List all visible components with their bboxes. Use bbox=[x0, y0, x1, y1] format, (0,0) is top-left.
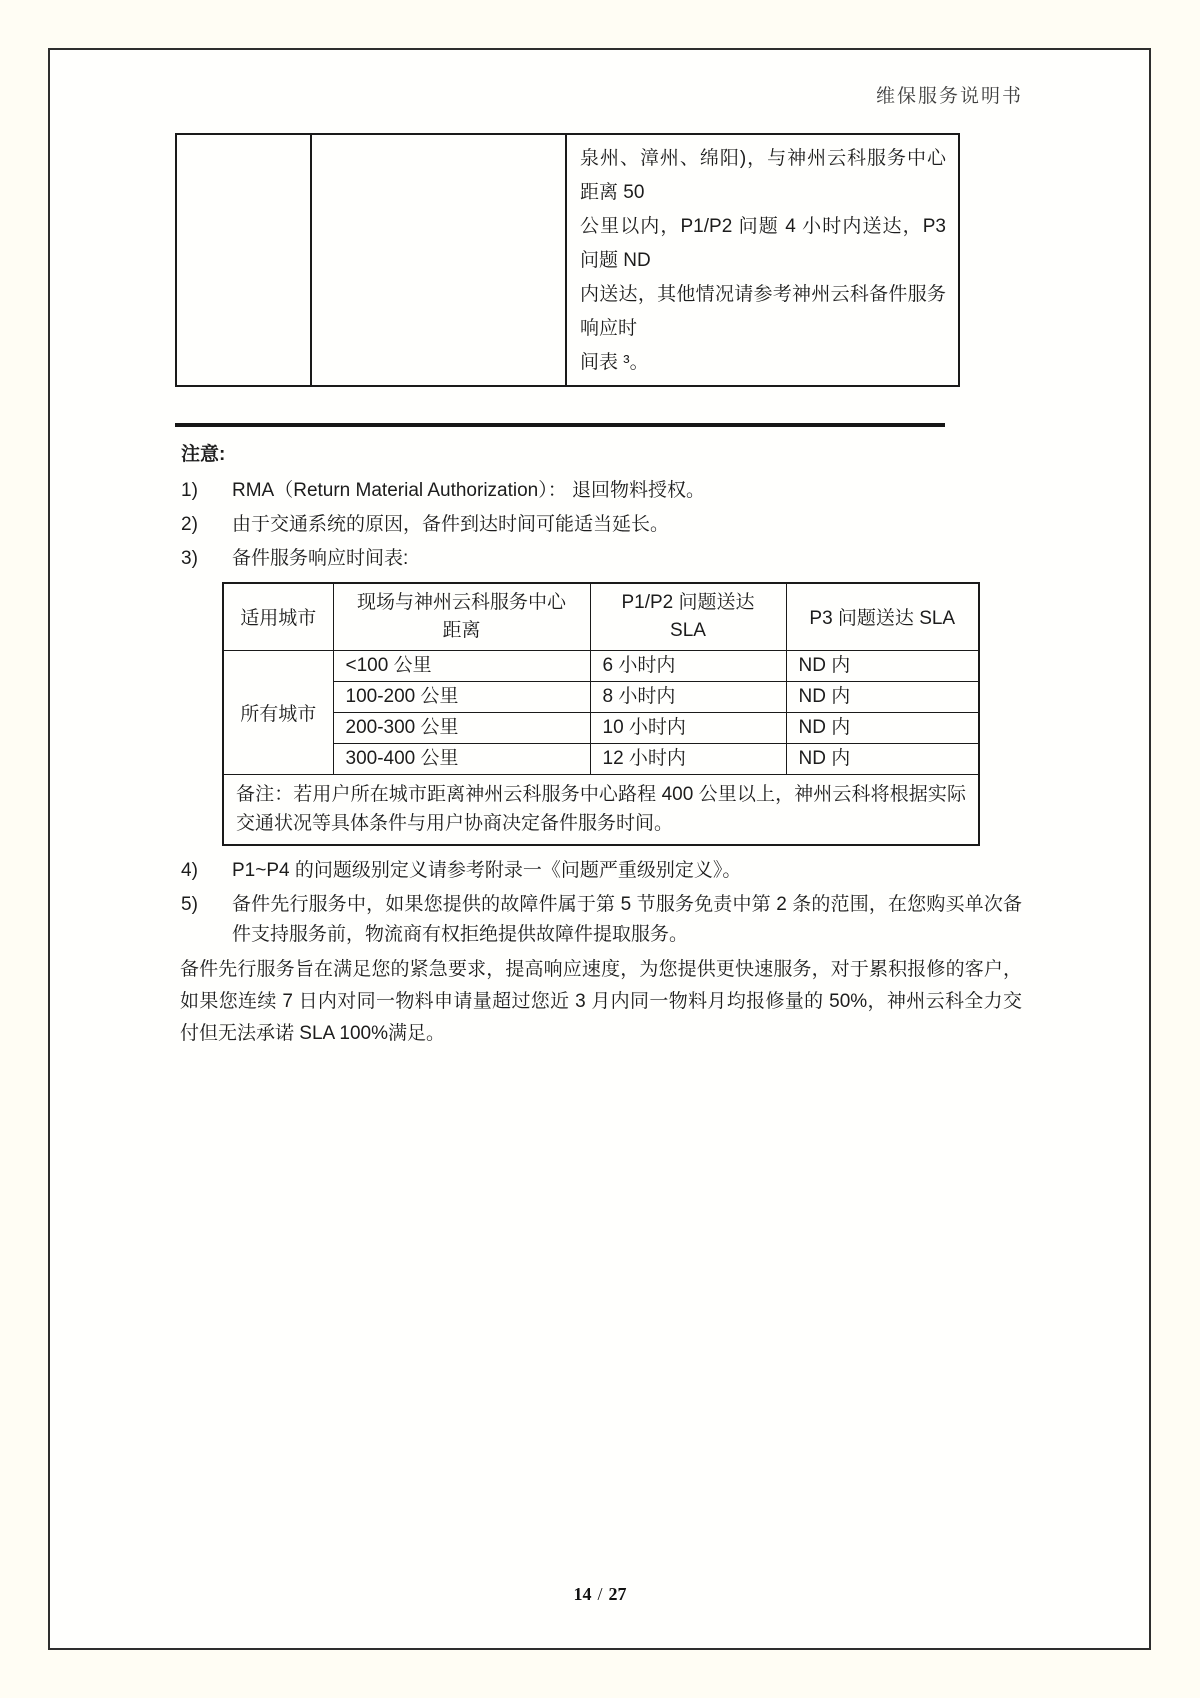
delivery-detail-cell bbox=[566, 134, 959, 386]
header-city: 适用城市 bbox=[223, 583, 333, 651]
table-row bbox=[223, 743, 979, 774]
notice-list bbox=[181, 476, 1022, 574]
list-item-number: 2) bbox=[181, 513, 198, 535]
cell-text-line: 公里以内，P1/P2 问题 4 小时内送达，P3 问题 ND bbox=[580, 216, 946, 271]
closing-paragraph: 备件先行服务旨在满足您的紧急要求，提高响应速度，为您提供更快速服务，对于累积报修的客户，如果您连续 7 日内对同一物料申请量超过您近 3 月内同一物料月均报修量的 50%，神州云科全力交付但无法承诺 SLA 100%满足。 bbox=[180, 958, 1022, 1044]
current-page-number: 14 bbox=[573, 1584, 592, 1604]
list-item-text: RMA（Return Material Authorization）： 退回物料授权。 bbox=[232, 479, 706, 501]
cell-text-line: 内送达，其他情况请参考神州云科备件服务响应时 bbox=[580, 284, 946, 339]
sla-response-time-table bbox=[222, 582, 980, 846]
empty-cell bbox=[176, 134, 311, 386]
total-page-number: 27 bbox=[608, 1584, 627, 1604]
p3-sla-cell: ND 内 bbox=[786, 743, 979, 774]
list-item bbox=[181, 544, 1022, 574]
distance-cell: 200-300 公里 bbox=[333, 712, 590, 743]
p1p2-sla-cell: 12 小时内 bbox=[590, 743, 786, 774]
empty-cell bbox=[311, 134, 566, 386]
section-divider bbox=[175, 423, 945, 427]
p1p2-sla-cell: 6 小时内 bbox=[590, 650, 786, 681]
distance-cell: 100-200 公里 bbox=[333, 681, 590, 712]
page-footer bbox=[0, 1584, 1200, 1605]
p3-sla-cell: ND 内 bbox=[786, 712, 979, 743]
list-item-text: 由于交通系统的原因，备件到达时间可能适当延长。 bbox=[232, 513, 670, 535]
header-distance: 现场与神州云科服务中心 距离 bbox=[333, 583, 590, 651]
cell-text-line: 间表 ³。 bbox=[580, 352, 649, 373]
distance-cell: 300-400 公里 bbox=[333, 743, 590, 774]
list-item bbox=[181, 856, 1022, 886]
list-item-text: 备件服务响应时间表: bbox=[232, 547, 409, 569]
list-item bbox=[181, 510, 1022, 540]
list-item-number: 4) bbox=[181, 859, 198, 881]
p3-sla-cell: ND 内 bbox=[786, 681, 979, 712]
p1p2-sla-cell: 8 小时内 bbox=[590, 681, 786, 712]
list-item-number: 5) bbox=[181, 893, 198, 915]
spare-parts-continuation-table bbox=[175, 133, 960, 387]
page-separator: / bbox=[597, 1584, 603, 1604]
p1p2-sla-cell: 10 小时内 bbox=[590, 712, 786, 743]
header-p3-sla: P3 问题送达 SLA bbox=[786, 583, 979, 651]
list-item bbox=[181, 476, 1022, 506]
page-content bbox=[175, 133, 1022, 1050]
table-note-row bbox=[223, 774, 979, 845]
p3-sla-cell: ND 内 bbox=[786, 650, 979, 681]
running-header-title: 维保服务说明书 bbox=[875, 86, 1023, 107]
list-item-text: 备件先行服务中，如果您提供的故障件属于第 5 节服务免责中第 2 条的范围，在您购买单次备件支持服务前，物流商有权拒绝提供故障件提取服务。 bbox=[232, 893, 1022, 945]
notice-title: 注意: bbox=[181, 443, 226, 465]
city-group-cell: 所有城市 bbox=[223, 650, 333, 774]
list-item-text: P1~P4 的问题级别定义请参考附录一《问题严重级别定义》。 bbox=[232, 859, 742, 881]
table-row bbox=[223, 681, 979, 712]
list-item-number: 1) bbox=[181, 479, 198, 501]
list-item-number: 3) bbox=[181, 547, 198, 569]
header-p1p2-sla: P1/P2 问题送达 SLA bbox=[590, 583, 786, 651]
list-item bbox=[181, 890, 1022, 950]
table-row bbox=[176, 134, 959, 386]
table-header-row bbox=[223, 583, 979, 651]
table-row bbox=[223, 650, 979, 681]
distance-cell: <100 公里 bbox=[333, 650, 590, 681]
notice-list-continued bbox=[181, 856, 1022, 950]
table-note-cell: 备注：若用户所在城市距离神州云科服务中心路程 400 公里以上，神州云科将根据实际交通状况等具体条件与用户协商决定备件服务时间。 bbox=[223, 774, 979, 845]
cell-text-line: 泉州、漳州、绵阳)，与神州云科服务中心距离 50 bbox=[580, 148, 946, 203]
table-row bbox=[223, 712, 979, 743]
